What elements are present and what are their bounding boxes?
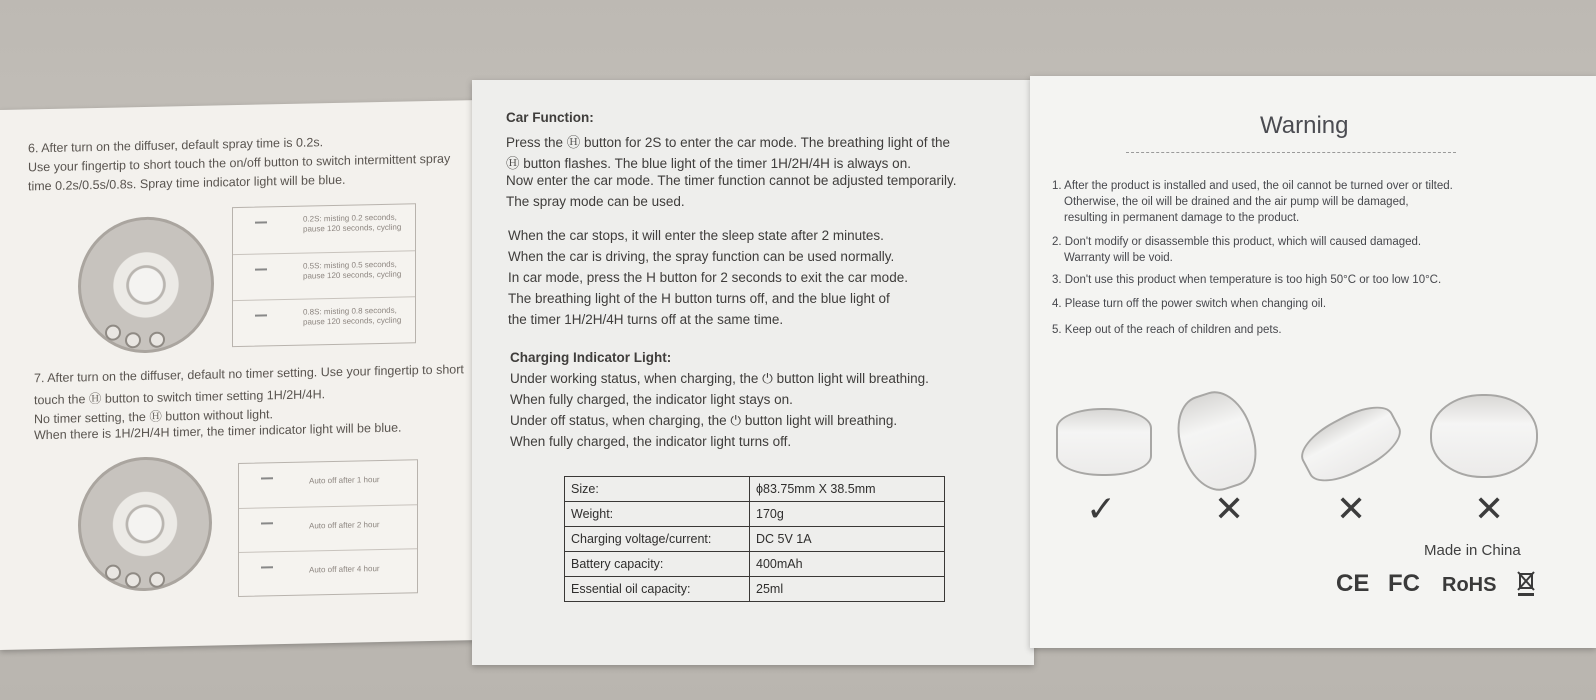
timer-row — [239, 504, 417, 551]
cross-mark-icon: ✕ — [1336, 488, 1367, 529]
warning-item: 2. Don't modify or disassemble this product, which will caused damaged. — [1052, 236, 1422, 248]
item6-line2: Use your fingertip to short touch the on/off button to switch intermittent spray — [28, 151, 451, 175]
car-function-line: The spray mode can be used. — [506, 194, 685, 209]
spray-mode-row — [233, 296, 415, 345]
cross-mark-icon: ✕ — [1214, 488, 1245, 529]
made-in-label: Made in China — [1424, 542, 1521, 559]
car-function-line: the timer 1H/2H/4H turns off at the same time. — [508, 312, 784, 327]
warning-item: 5. Keep out of the reach of children and pets. — [1052, 324, 1282, 336]
spec-value: DC 5V 1A — [750, 527, 945, 552]
spec-key: Essential oil capacity: — [565, 577, 750, 602]
timer-box — [238, 459, 418, 597]
charging-heading: Charging Indicator Light: — [510, 350, 672, 365]
item7-line2: touch the Ⓗ button to switch timer setting 1H/2H/4H. — [34, 387, 326, 408]
item6-line1: 6. After turn on the diffuser, default spray time is 0.2s. — [28, 135, 324, 156]
spec-value: 170g — [750, 502, 945, 527]
spray-mode-row — [233, 204, 415, 252]
spec-table — [564, 476, 945, 602]
weee-bin-icon — [1516, 570, 1536, 598]
spray-mode-label: pause 120 seconds, cycling — [303, 315, 402, 327]
fc-mark: FC — [1388, 570, 1420, 597]
car-function-line: When the car stops, it will enter the sleep state after 2 minutes. — [508, 228, 884, 243]
spec-value: 400mAh — [750, 552, 945, 577]
warning-item: resulting in permanent damage to the product. — [1064, 212, 1300, 224]
warning-item: 4. Please turn off the power switch when changing oil. — [1052, 298, 1327, 310]
diffuser-illustration-bottom — [78, 456, 212, 593]
spray-mode-label: 0.8S: misting 0.8 seconds, — [303, 305, 397, 317]
timer-row — [239, 548, 417, 595]
divider — [1126, 152, 1456, 153]
table-row — [565, 552, 945, 577]
device-flipped-illustration — [1430, 394, 1538, 478]
item7-line1: 7. After turn on the diffuser, default no timer setting. Use your fingertip to short — [34, 362, 464, 386]
spec-value: 25ml — [750, 577, 945, 602]
timer-row — [239, 460, 417, 506]
spray-mode-row — [233, 250, 415, 299]
item7-line4: When there is 1H/2H/4H timer, the timer indicator light will be blue. — [34, 420, 402, 443]
spec-key: Charging voltage/current: — [565, 527, 750, 552]
timer-label: Auto off after 4 hour — [309, 564, 380, 575]
car-function-line: Ⓗ button flashes. The blue light of the timer 1H/2H/4H is always on. — [506, 156, 911, 171]
cross-mark-icon: ✕ — [1474, 488, 1505, 529]
check-mark-icon: ✓ — [1086, 488, 1117, 529]
car-function-line: The breathing light of the H button turns off, and the blue light of — [508, 291, 890, 306]
spray-mode-label: 0.5S: misting 0.5 seconds, — [303, 259, 397, 271]
spec-value: ϕ83.75mm X 38.5mm — [750, 477, 945, 502]
spray-mode-box — [232, 203, 416, 347]
ce-mark: CE — [1336, 570, 1370, 597]
car-function-line: Now enter the car mode. The timer function cannot be adjusted temporarily. — [506, 173, 957, 188]
warning-item: Warranty will be void. — [1064, 252, 1173, 264]
spray-mode-label: 0.2S: misting 0.2 seconds, — [303, 212, 397, 224]
timer-label: Auto off after 2 hour — [309, 520, 380, 531]
car-function-heading: Car Function: — [506, 110, 594, 125]
table-row — [565, 502, 945, 527]
car-function-line: When the car is driving, the spray function can be used normally. — [508, 249, 895, 264]
car-function-line: In car mode, press the H button for 2 seconds to exit the car mode. — [508, 270, 908, 285]
table-row — [565, 577, 945, 602]
spray-mode-label: pause 120 seconds, cycling — [303, 222, 402, 234]
spray-mode-label: pause 120 seconds, cycling — [303, 269, 402, 281]
timer-label: Auto off after 1 hour — [309, 475, 380, 486]
left-panel — [0, 100, 486, 650]
spec-key: Size: — [565, 477, 750, 502]
rohs-mark: RoHS — [1442, 574, 1497, 596]
charging-line: When fully charged, the indicator light stays on. — [510, 392, 793, 407]
device-upright-illustration — [1056, 408, 1152, 476]
item6-line3: time 0.2s/0.5s/0.8s. Spray time indicator light will be blue. — [28, 172, 346, 194]
device-tilted-illustration — [1293, 395, 1409, 492]
spec-key: Battery capacity: — [565, 552, 750, 577]
right-panel — [1030, 76, 1596, 648]
warning-item: Otherwise, the oil will be drained and the air pump will be damaged, — [1064, 196, 1409, 208]
middle-panel — [472, 80, 1034, 665]
charging-line: When fully charged, the indicator light turns off. — [510, 434, 792, 449]
car-function-line: Press the Ⓗ button for 2S to enter the car mode. The breathing light of the — [506, 135, 951, 150]
spec-key: Weight: — [565, 502, 750, 527]
charging-line: Under off status, when charging, the ⏻ button light will breathing. — [510, 413, 898, 428]
diffuser-illustration-top — [78, 216, 214, 355]
item7-line3: No timer setting, the Ⓗ button without light. — [34, 407, 274, 427]
charging-line: Under working status, when charging, the ⏻ button light will breathing. — [510, 371, 929, 386]
warning-item: 1. After the product is installed and used, the oil cannot be turned over or tilted. — [1052, 180, 1453, 192]
device-tilted-illustration — [1167, 383, 1268, 499]
warning-title: Warning — [1260, 112, 1349, 139]
table-row — [565, 477, 945, 502]
warning-item: 3. Don't use this product when temperature is too high 50°C or too low 10°C. — [1052, 274, 1442, 286]
table-row — [565, 527, 945, 552]
